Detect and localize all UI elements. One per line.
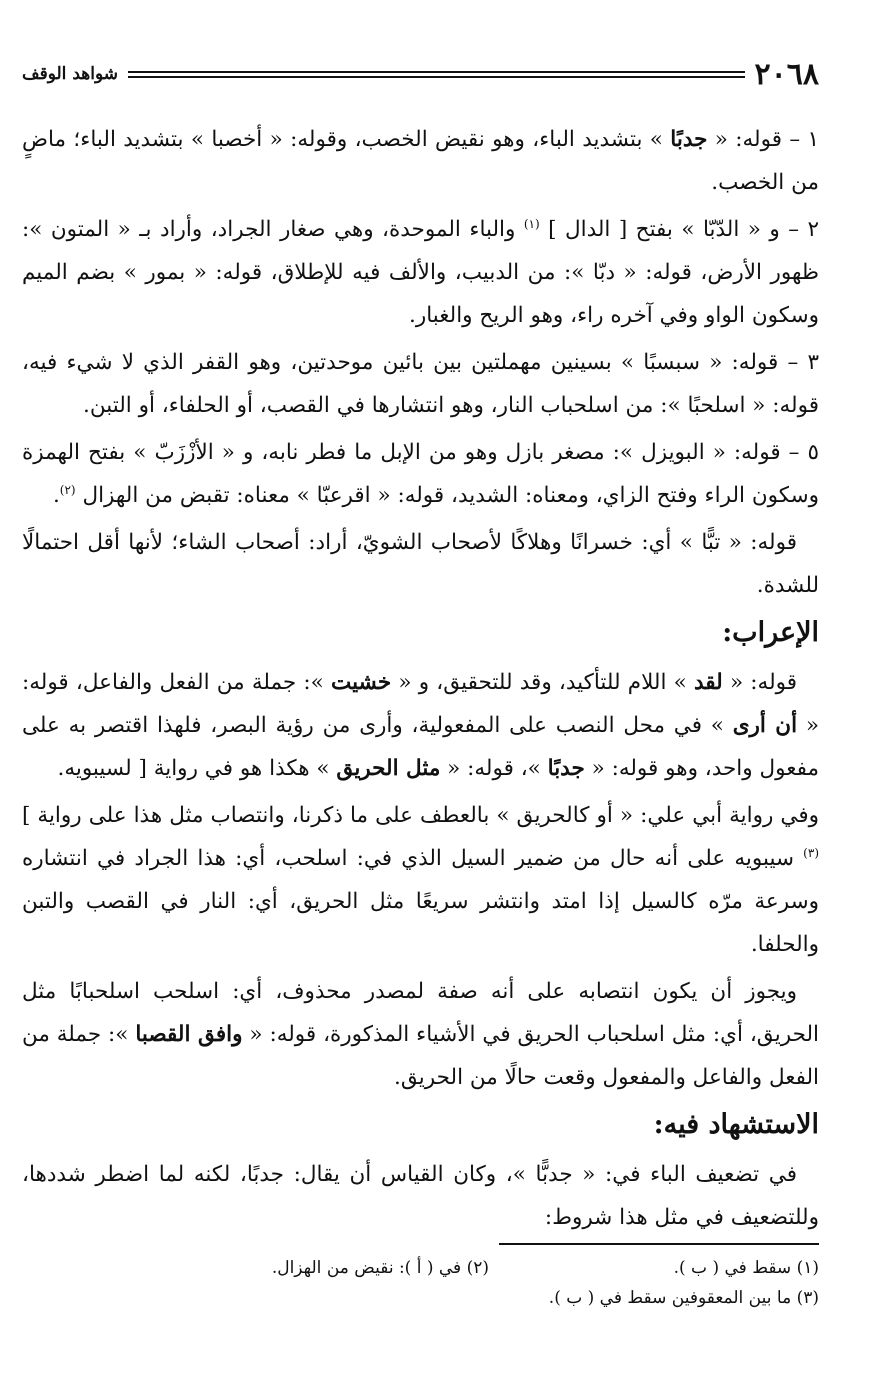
paragraph: ٥ – قوله: « البويزل »: مصغر بازل وهو من الإبل ما فطر نابه، و « الأزْزَبّ » بفتح الهمزة وسكون الراء وفتح الزاي، ومعناه: الشديد، قوله: « اقرعبّا » معناه: تقبض من الهزال $^{(٢)}$. [22,440,819,508]
main-text [22,118,819,1239]
footnote-3: (٣) ما بين المعقوفين سقط في ( ب ). [548,1288,819,1308]
paragraph: ٢ – و « الدّبّا » بفتح [ الدال ] $^{(١)}$ والباء الموحدة، وهي صغار الجراد، وأراد بـ « المتون »: ظهور الأرض، قوله: « دبّا »: من الدبيب، والألف فيه للإطلاق، قوله: « بمور » بضم الميم وسكون الواو وفي آخره راء، وهو الريح والغبار. [22,216,819,328]
paragraph: وفي رواية أبي علي: « أو كالحريق » بالعطف على ما ذكرنا، وانتصاب مثل هذا على رواية ] $^{(٣)}$ سيبويه على أنه حال من ضمير السيل الذي في: اسلحب، أي: هذا الجراد في انتشاره وسرعة مرّه كالسيل إذا امتد وانتشر سريعًا مثل الحريق، أي: النار في القصب والتبن والحلفا. [22,803,819,957]
footnote-ref: (٢) [59,482,76,497]
footnote-2: (٢) في ( أ ): نقيض من الهزال. [271,1258,489,1278]
footnote-ref: (١) [523,216,540,231]
running-title: شواهد الوقف [22,64,118,84]
section-heading-istishhad: الاستشهاد فيه: [653,1109,819,1140]
footnotes [22,1253,819,1313]
paragraph: ١ – قوله: « جدبًا » بتشديد الباء، وهو نقيض الخصب، وقوله: « أخصبا » بتشديد الباء؛ ماضٍ من الخصب. [22,127,820,195]
header-rule [128,71,745,78]
footnote-ref: (٣) [803,845,819,860]
page [22,52,819,1384]
paragraph: ويجوز أن يكون انتصابه على أنه صفة لمصدر محذوف، أي: اسلحب اسلحبابًا مثل الحريق، أي: مثل اسلحباب الحريق في الأشياء المذكورة، قوله: « وافق القصبا »: جملة من الفعل والفاعل والمفعول وقعت حالًا من الحريق. [22,979,819,1090]
paragraph: ٣ – قوله: « سبسبًا » بسينين مهملتين بين بائين موحدتين، وهو القفر الذي لا شيء فيه، قوله: « اسلحبًا »: من اسلحباب النار، وهو انتشارها في القصب، أو الحلفاء، أو التبن. [22,350,819,418]
footnote-1: (١) سقط في ( ب ). [673,1258,819,1278]
paragraph: قوله: « لقد » اللام للتأكيد، وقد للتحقيق، و « خشيت »: جملة من الفعل والفاعل، قوله: « أن أرى » في محل النصب على المفعولية، وأرى من رؤية البصر، فلهذا اقتصر به على مفعول واحد، وهو قوله: « جدبًا »، قوله: « مثل الحريق » هكذا هو في رواية [ لسيبويه. [22,670,819,781]
page-number: ٢٠٦٨ [754,56,819,92]
paragraph: قوله: « تبًّا » أي: خسرانًا وهلاكًا لأصحاب الشويّ، أراد: أصحاب الشاء؛ لأنها أقل احتمالًا للشدة. [22,530,819,598]
footnote-separator [499,1243,819,1245]
section-heading-irab: الإعراب: [722,617,819,648]
page-header [22,52,819,96]
paragraph: في تضعيف الباء في: « جدبًّا »، وكان القياس أن يقال: جدبًا، لكنه لما اضطر شددها، وللتضعيف في مثل هذا شروط: [22,1162,819,1230]
